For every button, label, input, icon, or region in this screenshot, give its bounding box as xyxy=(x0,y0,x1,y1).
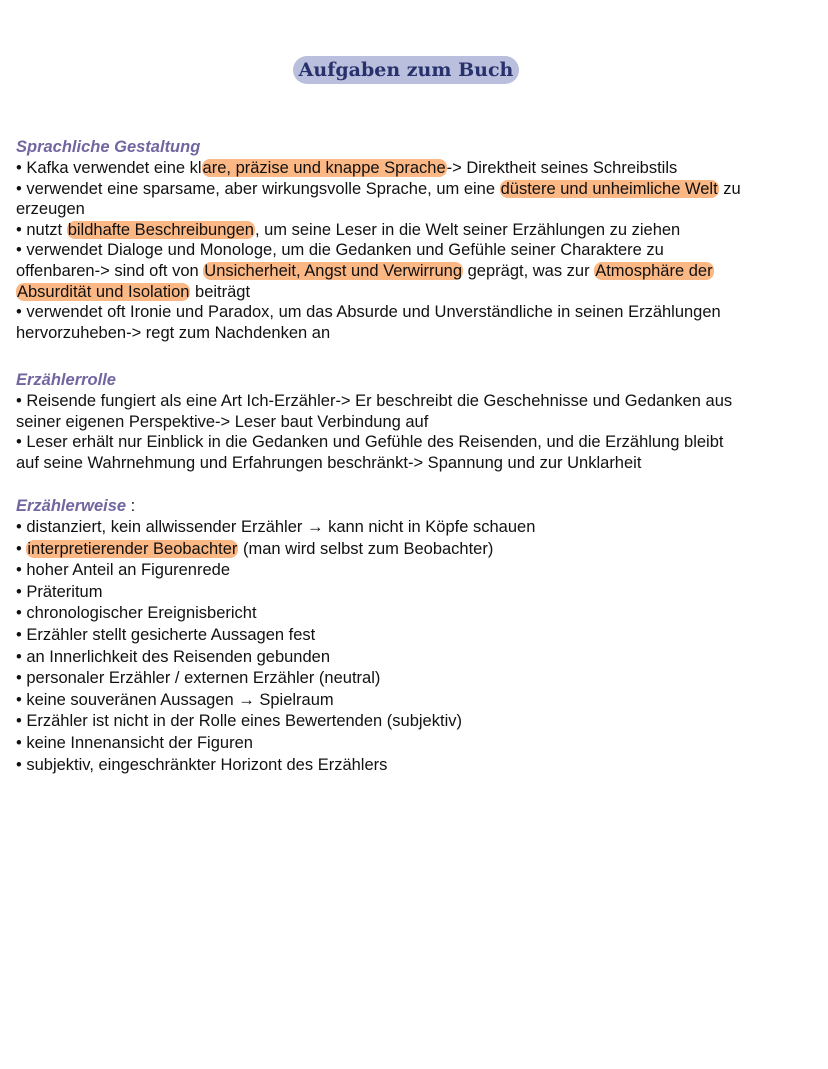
list-item: • chronologischer Ereignisbericht xyxy=(16,604,257,623)
text-line: auf seine Wahrnehmung und Erfahrungen beschränkt-> Spannung und zur Unklarheit xyxy=(16,453,642,472)
section-heading: Erzählerrolle xyxy=(16,371,116,389)
section-heading: Erzählerweise : xyxy=(16,497,136,515)
text-line: • nutzt bildhafte Beschreibungen, um seine Leser in die Welt seiner Erzählungen zu ziehen xyxy=(16,220,681,239)
page-title: Aufgaben zum Buch xyxy=(293,56,520,84)
section-erzaehlerrolle xyxy=(16,370,816,473)
highlight: düstere und unheimliche Welt xyxy=(500,179,718,198)
list-item: • Erzähler stellt gesicherte Aussagen fest xyxy=(16,625,316,644)
text-line: erzeugen xyxy=(16,200,85,219)
text-line: Absurdität und Isolation beiträgt xyxy=(17,282,251,301)
highlight: Atmosphäre der xyxy=(595,261,713,280)
text-line: seiner eigenen Perspektive-> Leser baut Verbindung auf xyxy=(16,412,429,431)
list-item: • distanziert, kein allwissender Erzähler → kann nicht in Köpfe schauen xyxy=(16,518,536,536)
list-item: • keine Innenansicht der Figuren xyxy=(16,733,253,752)
text-line: • verwendet oft Ironie und Paradox, um das Absurde und Unverständliche in seinen Erzählungen xyxy=(16,303,721,322)
highlight: bildhafte Beschreibungen xyxy=(67,220,254,239)
text-line: • verwendet Dialoge und Monologe, um die Gedanken und Gefühle seiner Charaktere zu xyxy=(16,241,664,260)
list-item: • an Innerlichkeit des Reisenden gebunden xyxy=(16,647,330,666)
section-sprachliche-gestaltung xyxy=(16,137,816,343)
list-item: • personaler Erzähler / externen Erzähler (neutral) xyxy=(16,669,381,688)
list-item: • hoher Anteil an Figurenrede xyxy=(16,561,231,580)
list-item: • interpretierender Beobachter (man wird selbst zum Beobachter) xyxy=(16,539,494,558)
text-line: hervorzuheben-> regt zum Nachdenken an xyxy=(16,323,331,342)
list-item: • subjektiv, eingeschränkter Horizont des Erzählers xyxy=(16,755,388,774)
text-line: • Kafka verwendet eine klare, präzise und knappe Sprache-> Direktheit seines Schreibstils xyxy=(16,159,678,177)
text-line: • Leser erhält nur Einblick in die Gedanken und Gefühle des Reisenden, und die Erzählung bleibt xyxy=(16,433,724,452)
list-item: • Präteritum xyxy=(16,582,103,601)
section-erzaehlerweise xyxy=(16,496,816,776)
list-item: • keine souveränen Aussagen → Spielraum xyxy=(16,690,334,709)
highlight: Absurdität und Isolation xyxy=(17,282,190,301)
highlight: are, präzise und knappe Sprache xyxy=(202,159,446,177)
text-line: offenbaren-> sind oft von Unsicherheit, Angst und Verwirrung geprägt, was zur Atmosphäre der xyxy=(16,261,713,280)
title-container xyxy=(0,56,812,84)
text-line: • Reisende fungiert als eine Art Ich-Erzähler-> Er beschreibt die Geschehnisse und Gedanken aus xyxy=(16,392,733,410)
highlight: interpretierender Beobachter xyxy=(27,539,238,558)
section-heading: Sprachliche Gestaltung xyxy=(16,138,201,156)
highlight: Unsicherheit, Angst und Verwirrung xyxy=(204,261,463,280)
text-line: • verwendet eine sparsame, aber wirkungsvolle Sprache, um eine düstere und unheimliche Welt zu xyxy=(16,179,741,198)
list-item: • Erzähler ist nicht in der Rolle eines Bewertenden (subjektiv) xyxy=(16,712,462,731)
